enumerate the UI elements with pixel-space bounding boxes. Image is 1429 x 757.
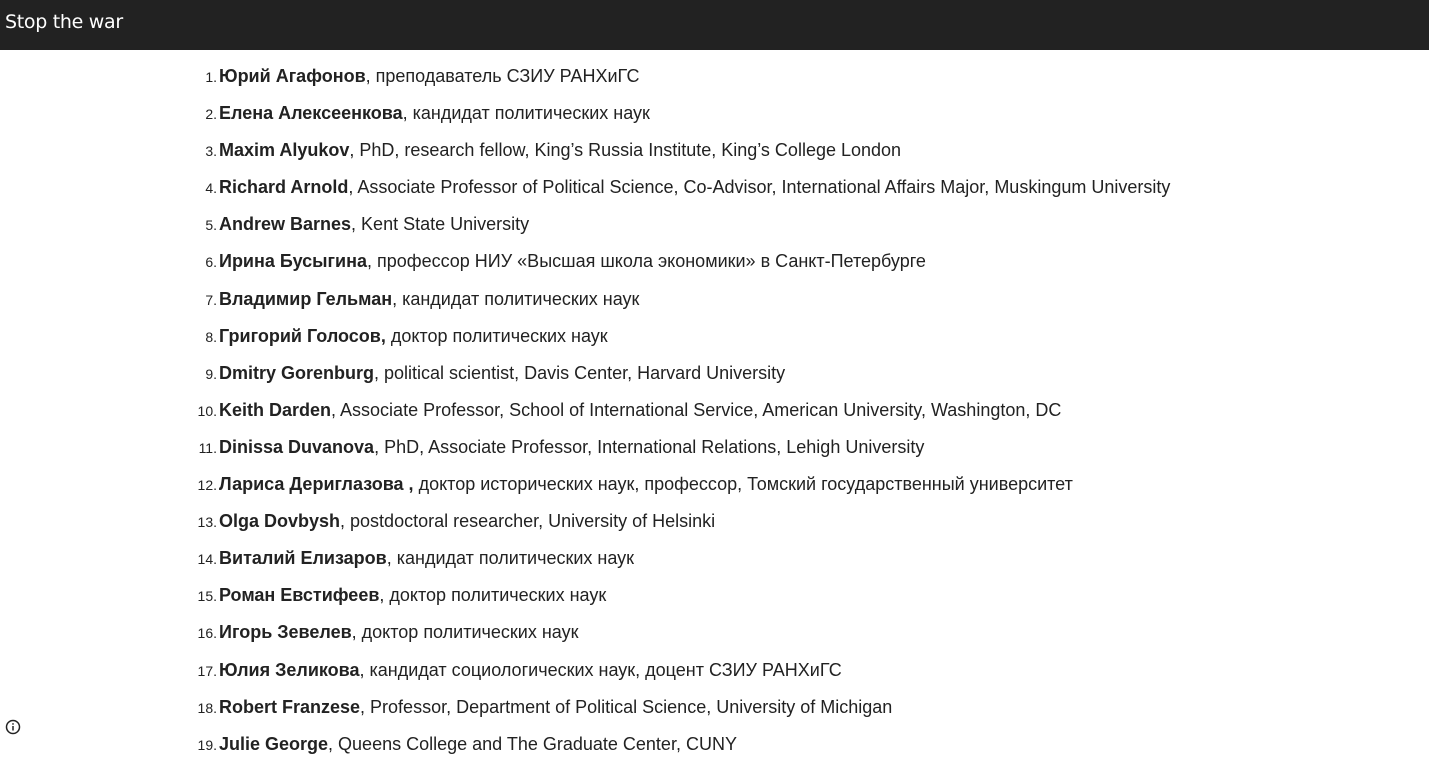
entry-text: [219, 206, 529, 243]
entry-text: [219, 281, 639, 318]
signer-details: , профессор НИУ «Высшая школа экономики» в Санкт-Петербурге: [366, 251, 926, 272]
item-number: 19.: [197, 736, 217, 753]
signer-name: Григорий Голосов,: [219, 325, 386, 346]
item-number: 14.: [197, 551, 217, 568]
entry-text: [219, 95, 650, 132]
entry-text: [219, 132, 901, 169]
signer-details: , Associate Professor of Political Science, Co-Advisor, International Affairs Major, Muskingum University: [348, 177, 1171, 198]
signer-details: , кандидат социологических наук, доцент СЗИУ РАНХиГС: [359, 659, 842, 680]
item-number: 4.: [205, 180, 217, 197]
item-number: 10.: [197, 402, 217, 419]
item-number: 5.: [205, 217, 217, 234]
entry-text: [219, 58, 639, 95]
entry-text: [219, 429, 924, 466]
signer-name: Olga Dovbysh: [219, 511, 341, 532]
entry-text: [219, 503, 715, 540]
signer-details: , Professor, Department of Political Science, University of Michigan: [360, 696, 893, 717]
signer-name: Роман Евстифеев: [219, 585, 380, 606]
item-number: 7.: [205, 291, 217, 308]
signer-name: Лариса Дериглазова ,: [219, 474, 414, 495]
signer-details: доктор исторических наук, профессор, Томский государственный университет: [413, 474, 1073, 495]
signer-details: , PhD, research fellow, King’s Russia Institute, King’s College London: [349, 140, 902, 161]
item-number: 8.: [205, 328, 217, 345]
signer-name: Елена Алексеенкова: [219, 103, 403, 124]
signer-details: , преподаватель СЗИУ РАНХиГС: [365, 66, 640, 86]
signer-name: Юлия Зеликова: [219, 659, 360, 680]
signer-details: , кандидат политических наук: [402, 103, 650, 124]
signer-name: Julie George: [219, 733, 329, 754]
signer-details: , доктор политических наук: [379, 585, 607, 606]
top-bar: [0, 0, 1429, 50]
signer-name: Юрий Агафонов: [219, 66, 366, 86]
signer-name: Ирина Бусыгина: [219, 251, 367, 272]
signer-details: , кандидат политических наук: [386, 548, 635, 569]
entry-text: [219, 392, 1061, 429]
item-number: 6.: [205, 254, 217, 271]
item-number: 2.: [205, 106, 217, 123]
entry-text: [219, 614, 578, 651]
entry-text: [219, 355, 785, 392]
item-number: 11.: [198, 439, 217, 456]
signer-details: доктор политических наук: [385, 325, 608, 346]
signer-details: , political scientist, Davis Center, Harvard University: [374, 362, 786, 383]
signer-name: Keith Darden: [219, 399, 332, 420]
signer-details: , кандидат политических наук: [392, 288, 640, 309]
item-number: 16.: [197, 625, 217, 642]
signer-name: Richard Arnold: [219, 177, 349, 198]
item-number: 15.: [197, 588, 217, 605]
entry-text: [219, 652, 842, 689]
item-number: 12.: [197, 477, 217, 494]
item-number: 3.: [205, 143, 217, 160]
signer-details: , Kent State University: [351, 214, 530, 235]
item-number: 17.: [197, 662, 217, 679]
signer-details: , Associate Professor, School of International Service, American University, Washington, DC: [331, 399, 1062, 420]
signer-name: Robert Franzese: [219, 696, 361, 717]
site-title-link[interactable]: Stop the war: [5, 11, 123, 33]
signer-details: , PhD, Associate Professor, International Relations, Lehigh University: [374, 436, 925, 457]
signer-name: Виталий Елизаров: [219, 548, 387, 569]
entry-text: [219, 540, 634, 577]
entry-text: [219, 169, 1170, 206]
signer-name: Andrew Barnes: [219, 214, 352, 235]
signer-name: Dmitry Gorenburg: [219, 362, 375, 383]
signer-details: , Queens College and The Graduate Center, CUNY: [328, 733, 737, 754]
entry-text: [219, 577, 606, 614]
entry-text: [219, 689, 892, 726]
signer-name: Владимир Гельман: [219, 288, 393, 309]
item-number: 1.: [205, 69, 217, 85]
entry-text: [219, 318, 608, 355]
signer-details: , postdoctoral researcher, University of Helsinki: [340, 511, 716, 532]
signer-details: , доктор политических наук: [351, 622, 579, 643]
signer-name: Dinissa Duvanova: [219, 436, 375, 457]
item-number: 13.: [197, 514, 217, 531]
item-number: 18.: [197, 699, 217, 716]
entry-text: [219, 466, 1073, 503]
info-icon[interactable]: [5, 719, 21, 735]
signer-name: Maxim Alyukov: [219, 140, 350, 161]
entry-text: [219, 726, 737, 757]
entry-text: [219, 243, 926, 280]
signer-name: Игорь Зевелев: [219, 622, 352, 643]
item-number: 9.: [205, 365, 217, 382]
